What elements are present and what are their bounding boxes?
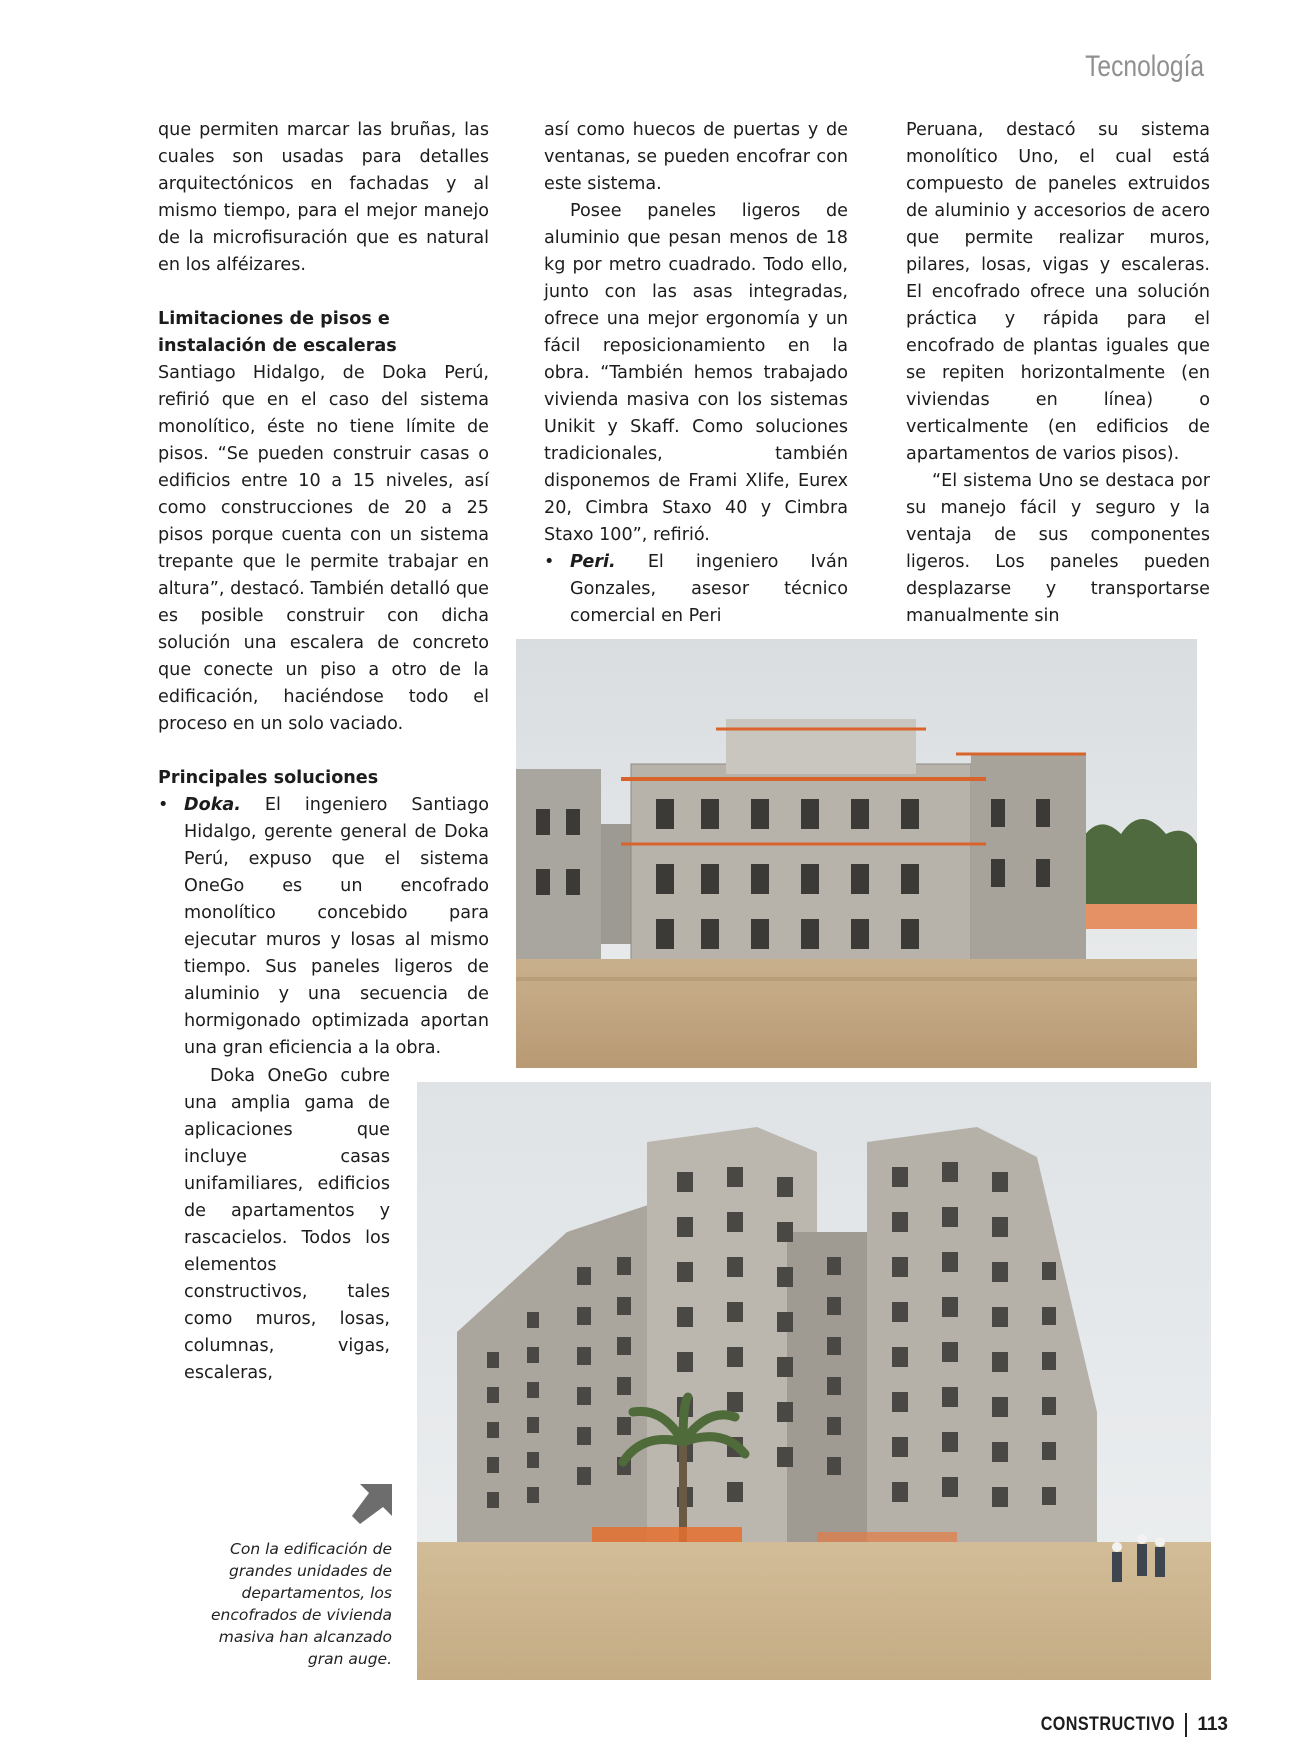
col1-paragraph-2: Santiago Hidalgo, de Doka Perú, refirió que en el caso del sistema monolítico, éste no tiene límite de pisos. “Se pueden construir casas o edificios entre 10 a 15 niveles, así como construcciones de 20 a 25 pisos porque cuenta con un sistema trepante que le permite trabajar en altura”, destacó. También detalló que es posible construir con dicha solución una escalera de concreto que conecte un piso a otro de la edificación, haciéndose todo el proceso en un solo vaciado.	[158, 363, 489, 734]
bullet-dot: •	[158, 795, 169, 815]
bullet-doka-text: El ingeniero Santiago Hidalgo, gerente general de Doka Perú, expuso que el sistema OneGo es un encofrado monolítico concebido para ejecutar muros y losas al mismo tiempo. Sus paneles ligeros de aluminio y una secuencia de hormigonado optimizada aportan una gran eficiencia a la obra.	[184, 795, 489, 1058]
col3-paragraph-2: “El sistema Uno se destaca por su manejo fácil y seguro y la ventaja de sus componentes ligeros. Los paneles pueden desplazarse y transportarse manualmente sin	[906, 471, 1210, 626]
col1-paragraph-1: que permiten marcar las bruñas, las cuales son usadas para detalles arquitectónicos en fachadas y al mismo tiempo, para el mejor manejo de la microfisuración que es natural en los alféizares.	[158, 120, 489, 275]
heading-principales-soluciones: Principales soluciones	[158, 768, 379, 788]
heading-limitaciones: Limitaciones de pisos e instalación de escaleras	[158, 309, 397, 356]
magazine-brand: CONSTRUCTIVO	[1041, 1714, 1176, 1735]
footer-divider	[1185, 1713, 1187, 1737]
photo-apartment-towers	[417, 1082, 1211, 1680]
col3-paragraph-1: Peruana, destacó su sistema monolítico Uno, el cual está compuesto de paneles extruidos de aluminio y accesorios de acero que permite realizar muros, pilares, losas, vigas y escaleras. El encofrado ofrece una solución práctica y rápida para el encofrado de plantas iguales que se repiten horizontalmente (en viviendas en línea) o verticalmente (en edificios de apartamentos de varios pisos).	[906, 120, 1210, 464]
section-label: Tecnología	[1085, 50, 1204, 83]
column-3	[906, 117, 1210, 630]
bullet-dot: •	[544, 552, 555, 572]
col2-paragraph-1: así como huecos de puertas y de ventanas, se pueden encofrar con este sistema.	[544, 120, 848, 194]
bullet-peri-lead: Peri.	[570, 552, 616, 572]
bullet-doka-lead: Doka.	[184, 795, 241, 815]
arrow-up-right-icon	[352, 1484, 392, 1524]
page-footer	[1017, 1713, 1228, 1737]
column-2	[544, 117, 848, 630]
doka-onego-paragraph-wrap	[184, 1063, 390, 1387]
page-number: 113	[1197, 1714, 1228, 1735]
photo-building-construction	[516, 639, 1197, 1068]
col2-paragraph-2: Posee paneles ligeros de aluminio que pesan menos de 18 kg por metro cuadrado. Todo ello, junto con las asas integradas, ofrece una mejor ergonomía y un fácil reposicionamiento en la obra. “También hemos trabajado vivienda masiva con los sistemas Unikit y Skaff. Como soluciones tradicionales, también disponemos de Frami Xlife, Eurex 20, Cimbra Staxo 40 y Cimbra Staxo 100”, refirió.	[544, 201, 848, 545]
bullet-doka	[158, 792, 489, 1062]
photo-caption: Con la edificación de grandes unidades de departamentos, los encofrados de vivienda masiva han alcanzado gran auge.	[211, 1540, 392, 1668]
column-1	[158, 117, 489, 1062]
doka-onego-paragraph: Doka OneGo cubre una amplia gama de aplicaciones que incluye casas unifamiliares, edificios de apartamentos y rascacielos. Todos los elementos constructivos, tales como muros, losas, columnas, vigas, escaleras,	[184, 1066, 390, 1383]
bullet-peri-text: El ingeniero Iván Gonzales, asesor técnico comercial en Peri	[570, 552, 848, 626]
bullet-peri	[544, 549, 848, 630]
